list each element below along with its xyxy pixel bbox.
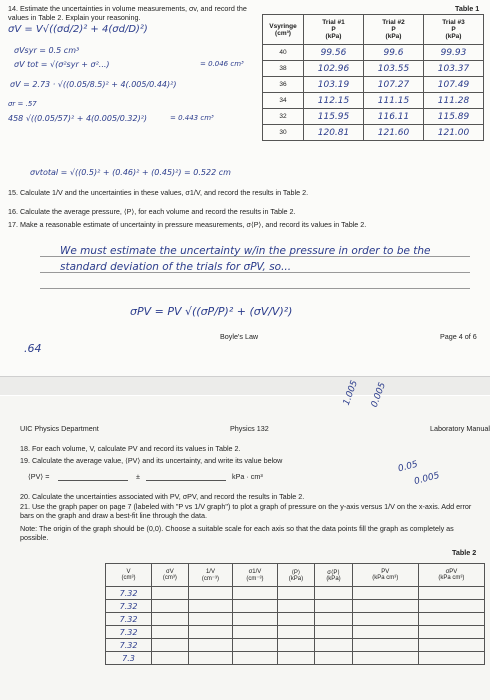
hand-note-d: 0.005 bbox=[413, 470, 441, 488]
graph-note: Note: The origin of the graph should be (0,0). Choose a suitable scale for each axis so that the data points fill the graph as completely as possible. bbox=[20, 524, 454, 542]
pv-unit: kPa · cm³ bbox=[232, 472, 263, 481]
table2-header-p: ⟨P⟩ (kPa) bbox=[277, 564, 315, 587]
table-row: 38 102.96 103.55 103.37 bbox=[263, 61, 484, 77]
table1-header-trial2: Trial #2 P (kPa) bbox=[364, 15, 424, 45]
work-line-4: = 0.046 cm³ bbox=[200, 60, 244, 68]
work-line-2: σVsyr = 0.5 cm³ bbox=[14, 46, 80, 55]
handwritten-formula: σPV = PV √((σP/P)² + (σV/V)²) bbox=[130, 305, 293, 318]
table2-header-sigma-inverse-v: σ1/V (cm⁻³) bbox=[233, 564, 277, 587]
pv-answer-label: ⟨PV⟩ = bbox=[28, 472, 50, 481]
question-16: 16. Calculate the average pressure, ⟨P⟩, for each volume and record the results in Table 2. bbox=[8, 207, 296, 216]
work-line-7: = 0.443 cm³ bbox=[170, 114, 214, 122]
work-line-3: σV tot = √(σ²syr + σ²...) bbox=[14, 60, 110, 69]
question-14: 14. Estimate the uncertainties in volume measurements, σv, and record the values in Table 2. Explain your reasoning. bbox=[8, 4, 247, 22]
question-20: 20. Calculate the uncertainties associated with PV, σPV, and record the results in Table 2. bbox=[20, 492, 305, 501]
pv-uncertainty-blank bbox=[146, 480, 226, 481]
footer-title: Boyle's Law bbox=[220, 332, 259, 341]
work-line-1: σV = V√((σd/2)² + 4(σd/D)²) bbox=[8, 24, 148, 35]
hand-note-b: 0.005 bbox=[369, 381, 388, 409]
table-2 bbox=[105, 563, 485, 665]
table1-header-trial3: Trial #3 P (kPa) bbox=[424, 15, 484, 45]
header-manual: Laboratory Manual bbox=[430, 424, 490, 433]
table-row: 40 99.56 99.6 99.93 bbox=[263, 45, 484, 61]
hand-note-c: 0.05 bbox=[397, 459, 419, 475]
question-18: 18. For each volume, V, calculate PV and record its values in Table 2. bbox=[20, 444, 241, 453]
table-row: 36 103.19 107.27 107.49 bbox=[263, 77, 484, 93]
page-gap bbox=[0, 377, 490, 395]
table-row: 7.32 bbox=[106, 613, 485, 626]
table2-title: Table 2 bbox=[452, 548, 477, 557]
table2-header-sigma-v: σV (cm³) bbox=[152, 564, 189, 587]
question-19: 19. Calculate the average value, ⟨PV⟩ and its uncertainty, and write its value below bbox=[20, 456, 283, 465]
table-row: 7.32 bbox=[106, 626, 485, 639]
work-line-6: σr = .57 bbox=[8, 100, 37, 108]
table1-header-trial1: Trial #1 P (kPa) bbox=[304, 15, 364, 45]
question-15: 15. Calculate 1/V and the uncertainties in these values, σ1/V, and record the results in Table 2. bbox=[8, 188, 309, 197]
table-1 bbox=[262, 14, 484, 141]
work-line-8: 458 √((0.05/57)² + 4(0.005/0.32)²) bbox=[8, 114, 148, 123]
table2-header-pv: PV (kPa cm³) bbox=[352, 564, 418, 587]
pv-value-blank bbox=[58, 480, 128, 481]
work-line-5: σV = 2.73 · √((0.05/8.5)² + 4(.005/0.44)²) bbox=[10, 80, 177, 89]
table-row: 30 120.81 121.60 121.00 bbox=[263, 125, 484, 141]
table2-header-sigma-pv: σPV (kPa cm³) bbox=[418, 564, 484, 587]
table-row: 7.3 bbox=[106, 652, 485, 665]
table-row: 7.32 bbox=[106, 639, 485, 652]
table2-header-v: V (cm³) bbox=[106, 564, 152, 587]
margin-note: .64 bbox=[24, 342, 42, 355]
question-21: 21. Use the graph paper on page 7 (labeled with "P vs 1/V graph") to plot a graph of pressure on the y-axis versus 1/V on the x-axis. Add error bars on the graph and draw a best-fit line through the data. bbox=[20, 502, 472, 520]
footer-page-number: Page 4 of 6 bbox=[440, 332, 477, 341]
pv-plus-minus: ± bbox=[136, 472, 140, 481]
header-course: Physics 132 bbox=[230, 424, 269, 433]
work-line-9: σvtotal = √((0.5)² + (0.46)² + (0.45)²) = 0.522 cm bbox=[30, 168, 231, 177]
table-row: 7.32 bbox=[106, 600, 485, 613]
table-row: 32 115.95 116.11 115.89 bbox=[263, 109, 484, 125]
table2-header-sigma-p: σ⟨P⟩ (kPa) bbox=[315, 564, 353, 587]
table-row: 34 112.15 111.15 111.28 bbox=[263, 93, 484, 109]
hand-note-a: 1.005 bbox=[341, 379, 360, 407]
question-17: 17. Make a reasonable estimate of uncertainty in pressure measurements, σ⟨P⟩, and record its values in Table 2. bbox=[8, 220, 367, 229]
header-department: UIC Physics Department bbox=[20, 424, 99, 433]
table2-header-inverse-v: 1/V (cm⁻³) bbox=[188, 564, 232, 587]
answer-rule-3 bbox=[40, 288, 470, 289]
handwritten-answer: We must estimate the uncertainty w/in the pressure in order to be the standard deviation of the trials for σPV, so... bbox=[60, 245, 431, 273]
table1-header-volume: Vsyringe (cm³) bbox=[263, 15, 304, 45]
table1-title: Table 1 bbox=[455, 4, 480, 13]
table-row: 7.32 bbox=[106, 587, 485, 600]
